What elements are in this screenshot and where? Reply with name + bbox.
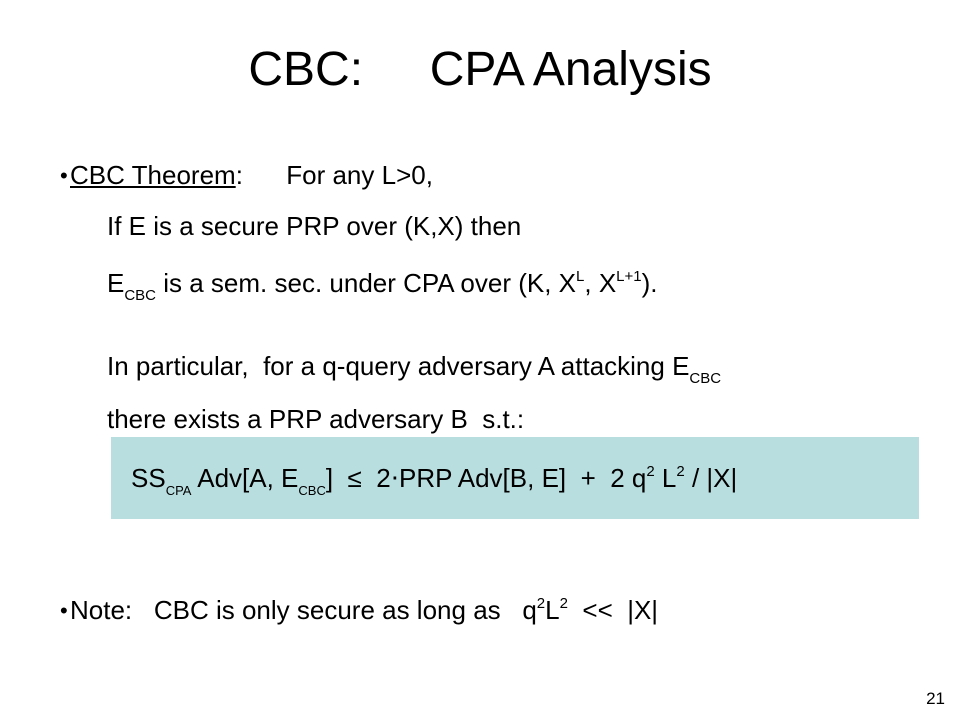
formula-ss: SS [131,463,166,493]
theorem-condition: : For any L>0, [235,160,433,190]
bullet-dot: • [60,163,68,188]
note-line [70,594,658,631]
theorem-line-2: If E is a secure PRP over (K,X) then [107,211,522,241]
line3-end: ). [641,268,658,298]
slide-title: CBC: CPA Analysis [248,43,712,96]
note-label: Note: [70,595,133,625]
formula [131,462,737,499]
page-number: 21 [926,689,945,708]
line4-text: In particular, for a q-query adversary A attacking E [107,351,690,381]
theorem-header [70,159,433,191]
formula-tail: / |X| [684,463,738,493]
line3-mid: is a sem. sec. under CPA over (K, X [156,268,577,298]
e-subscript: CBC [124,287,157,304]
theorem-label: CBC Theorem [70,160,236,190]
x-superscript-l: L [576,268,585,285]
note-q-superscript: 2 [536,595,546,612]
formula-ss-subscript: CPA [165,483,192,498]
theorem-line-5: there exists a PRP adversary B s.t.: [107,404,525,434]
note-tail: << |X| [567,595,659,625]
x-superscript-l-plus-1: L+1 [616,268,642,285]
bullet-dot: • [60,598,68,623]
formula-middle: ] ≤ 2⋅PRP Adv[B, E] + 2 q [325,463,647,493]
note-l: L [545,595,560,625]
line4-subscript: CBC [689,370,722,387]
formula-e-subscript: CBC [298,483,326,498]
theorem-line-3 [107,267,658,304]
formula-l-superscript: 2 [676,463,685,480]
formula-l: L [654,463,677,493]
theorem-line-4 [107,350,721,387]
note-text: CBC is only secure as long as q [132,595,537,625]
formula-adv-open: Adv[A, E [191,463,299,493]
line3-comma: , X [584,268,617,298]
e-symbol: E [107,268,125,298]
note-l-superscript: 2 [559,595,568,612]
formula-q-superscript: 2 [646,463,655,480]
